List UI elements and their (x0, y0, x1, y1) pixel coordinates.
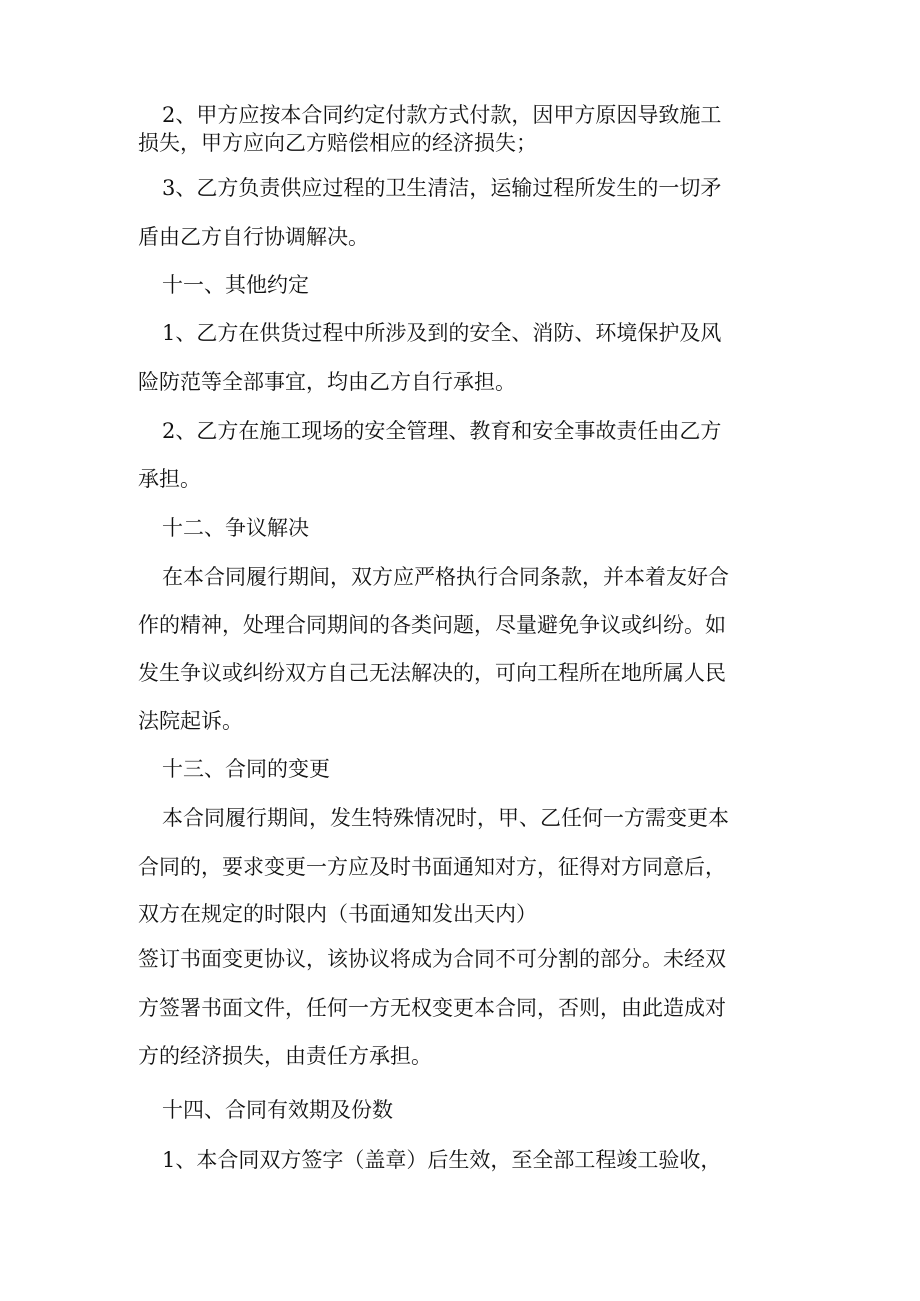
section-heading: 十二、争议解决 (162, 516, 309, 540)
text-line: 1、本合同双方签字（盖章）后生效，至全部工程竣工验收， (162, 1148, 722, 1172)
text-line: 2、乙方在施工现场的安全管理、教育和安全事故责任由乙方 (162, 419, 722, 443)
text-line: 2、甲方应按本合同约定付款方式付款，因甲方原因导致施工 (162, 103, 722, 127)
section-heading: 十三、合同的变更 (162, 757, 330, 781)
section-heading: 十一、其他约定 (162, 273, 309, 297)
section-heading: 十四、合同有效期及份数 (162, 1098, 393, 1122)
text-line: 盾由乙方自行协调解决。 (138, 225, 369, 249)
text-line: 本合同履行期间，发生特殊情况时，甲、乙任何一方需变更本 (162, 806, 729, 830)
text-line: 方签署书面文件，任何一方无权变更本合同，否则，由此造成对 (138, 996, 726, 1020)
text-line: 合同的，要求变更一方应及时书面通知对方，征得对方同意后， (138, 855, 726, 879)
text-line: 在本合同履行期间，双方应严格执行合同条款，并本着友好合 (162, 565, 729, 589)
text-line: 法院起诉。 (138, 709, 243, 733)
text-line: 3、乙方负责供应过程的卫生清洁，运输过程所发生的一切矛 (162, 176, 722, 200)
text-line: 作的精神，处理合同期间的各类问题，尽量避免争议或纠纷。如 (138, 613, 726, 637)
text-line: 发生争议或纠纷双方自己无法解决的，可向工程所在地所属人民 (138, 661, 726, 685)
text-line: 双方在规定的时限内（书面通知发出天内） (138, 902, 537, 926)
text-line: 险防范等全部事宜，均由乙方自行承担。 (138, 370, 516, 394)
text-line: 损失，甲方应向乙方赔偿相应的经济损失； (138, 131, 537, 155)
text-line: 方的经济损失，由责任方承担。 (138, 1044, 432, 1068)
text-line: 1、乙方在供货过程中所涉及到的安全、消防、环境保护及风 (162, 321, 722, 345)
text-line: 承担。 (138, 467, 201, 491)
text-line: 签订书面变更协议，该协议将成为合同不可分割的部分。未经双 (138, 947, 726, 971)
